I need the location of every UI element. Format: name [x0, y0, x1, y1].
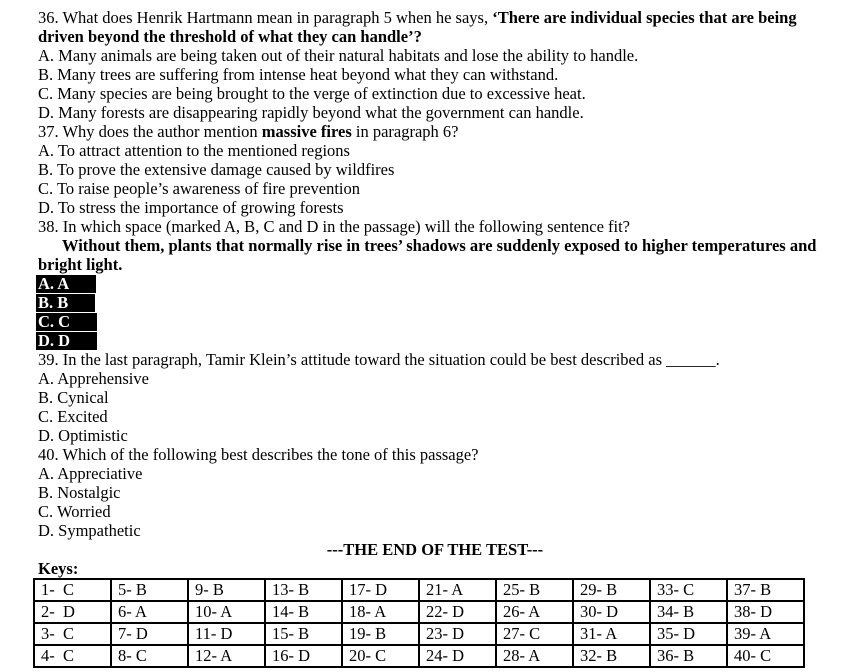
key-cell: 34- B	[650, 601, 727, 623]
key-cell: 27- C	[496, 623, 573, 645]
text-line	[38, 445, 832, 464]
text-line	[38, 65, 832, 84]
text-segment: C. To raise people’s awareness of fire prevention	[38, 179, 361, 198]
text-segment: ---THE END OF THE TEST---	[326, 540, 544, 559]
key-cell: 5- B	[111, 579, 188, 601]
text-segment: D. D	[38, 331, 71, 350]
text-segment: B. B	[38, 293, 69, 312]
highlighted-option-line	[38, 331, 832, 350]
text-line	[38, 388, 832, 407]
text-line	[38, 540, 832, 559]
highlight-bar	[36, 294, 95, 312]
key-cell: 13- B	[265, 579, 342, 601]
text-line	[38, 46, 832, 65]
key-cell: 14- B	[265, 601, 342, 623]
text-segment: 40. Which of the following best describes the tone of this passage?	[38, 445, 479, 464]
highlighted-option-line	[38, 312, 832, 331]
text-segment: 37. Why does the author mention	[38, 122, 262, 141]
text-segment: C. Excited	[38, 407, 108, 426]
key-cell: 1- C	[34, 579, 111, 601]
key-cell: 24- D	[419, 645, 496, 667]
text-segment: ‘There are individual species that are being	[492, 8, 797, 27]
key-cell: 25- B	[496, 579, 573, 601]
text-segment: C. Many species are being brought to the verge of extinction due to excessive heat.	[38, 84, 586, 103]
text-segment: Keys:	[38, 559, 79, 578]
text-line	[38, 27, 832, 46]
key-cell: 33- C	[650, 579, 727, 601]
question-lines	[38, 8, 832, 578]
key-cell: 16- D	[265, 645, 342, 667]
text-line	[38, 160, 832, 179]
key-cell: 15- B	[265, 623, 342, 645]
key-cell: 4- C	[34, 645, 111, 667]
text-segment: Without them, plants that normally rise in trees’ shadows are suddenly exposed to higher temperatures and	[62, 236, 817, 255]
key-cell: 36- B	[650, 645, 727, 667]
key-cell: 20- C	[342, 645, 419, 667]
highlighted-option-line	[38, 274, 832, 293]
text-line	[38, 84, 832, 103]
key-cell: 23- D	[419, 623, 496, 645]
key-cell: 32- B	[573, 645, 650, 667]
text-line	[38, 369, 832, 388]
text-segment: B. Cynical	[38, 388, 109, 407]
key-cell: 28- A	[496, 645, 573, 667]
text-line	[38, 217, 832, 236]
answer-keys-table	[33, 578, 805, 668]
key-cell: 30- D	[573, 601, 650, 623]
highlight-bar	[36, 332, 97, 350]
key-cell: 35- D	[650, 623, 727, 645]
text-segment: driven beyond the threshold of what they can handle’?	[38, 27, 422, 46]
key-cell: 38- D	[727, 601, 804, 623]
text-segment: B. Many trees are suffering from intense heat beyond what they can withstand.	[38, 65, 559, 84]
key-cell: 17- D	[342, 579, 419, 601]
text-segment: A. Many animals are being taken out of their natural habitats and lose the ability to handle.	[38, 46, 639, 65]
text-segment: bright light.	[38, 255, 123, 274]
text-segment: 38. In which space (marked A, B, C and D in the passage) will the following sentence fit?	[38, 217, 631, 236]
text-segment: C. C	[38, 312, 71, 331]
highlight-bar	[36, 275, 96, 293]
text-line	[38, 350, 832, 369]
key-cell: 11- D	[188, 623, 265, 645]
key-cell: 10- A	[188, 601, 265, 623]
key-cell: 18- A	[342, 601, 419, 623]
text-line	[38, 179, 832, 198]
keys-row	[34, 579, 804, 601]
text-segment: massive fires	[261, 122, 352, 141]
text-line	[38, 8, 832, 27]
text-segment: B. Nostalgic	[38, 483, 121, 502]
text-segment: C. Worried	[38, 502, 111, 521]
text-segment: 36. What does Henrik Hartmann mean in paragraph 5 when he says,	[38, 8, 493, 27]
key-cell: 7- D	[111, 623, 188, 645]
key-cell: 40- C	[727, 645, 804, 667]
key-cell: 19- B	[342, 623, 419, 645]
text-line	[38, 122, 832, 141]
text-line	[38, 141, 832, 160]
text-line	[38, 198, 832, 217]
text-segment: D. Many forests are disappearing rapidly beyond what the government can handle.	[38, 103, 584, 122]
text-line	[38, 236, 832, 255]
key-cell: 22- D	[419, 601, 496, 623]
highlighted-option-line	[38, 293, 832, 312]
text-line	[38, 407, 832, 426]
text-segment: A. To attract attention to the mentioned regions	[38, 141, 350, 160]
key-cell: 37- B	[727, 579, 804, 601]
text-segment: in paragraph 6?	[351, 122, 459, 141]
text-line	[38, 426, 832, 445]
key-cell: 31- A	[573, 623, 650, 645]
text-line	[38, 255, 832, 274]
key-cell: 12- A	[188, 645, 265, 667]
key-cell: 2- D	[34, 601, 111, 623]
text-line	[38, 559, 832, 578]
keys-row	[34, 623, 804, 645]
key-cell: 39- A	[727, 623, 804, 645]
key-cell: 6- A	[111, 601, 188, 623]
key-cell: 8- C	[111, 645, 188, 667]
keys-row	[34, 645, 804, 667]
text-line	[38, 483, 832, 502]
text-line	[38, 464, 832, 483]
text-segment: B. To prove the extensive damage caused by wildfires	[38, 160, 395, 179]
text-segment: A. Appreciative	[38, 464, 143, 483]
text-segment: A. A	[38, 274, 70, 293]
answer-keys-body	[34, 579, 804, 667]
keys-row	[34, 601, 804, 623]
text-segment: D. Optimistic	[38, 426, 128, 445]
key-cell: 21- A	[419, 579, 496, 601]
text-line	[38, 521, 832, 540]
text-segment: D. To stress the importance of growing forests	[38, 198, 344, 217]
highlight-bar	[36, 313, 97, 331]
text-segment: 39. In the last paragraph, Tamir Klein’s attitude toward the situation could be best described as ______.	[38, 350, 720, 369]
text-segment: D. Sympathetic	[38, 521, 141, 540]
key-cell: 3- C	[34, 623, 111, 645]
text-line	[38, 103, 832, 122]
key-cell: 26- A	[496, 601, 573, 623]
text-line	[38, 502, 832, 521]
key-cell: 9- B	[188, 579, 265, 601]
key-cell: 29- B	[573, 579, 650, 601]
text-segment: A. Apprehensive	[38, 369, 149, 388]
